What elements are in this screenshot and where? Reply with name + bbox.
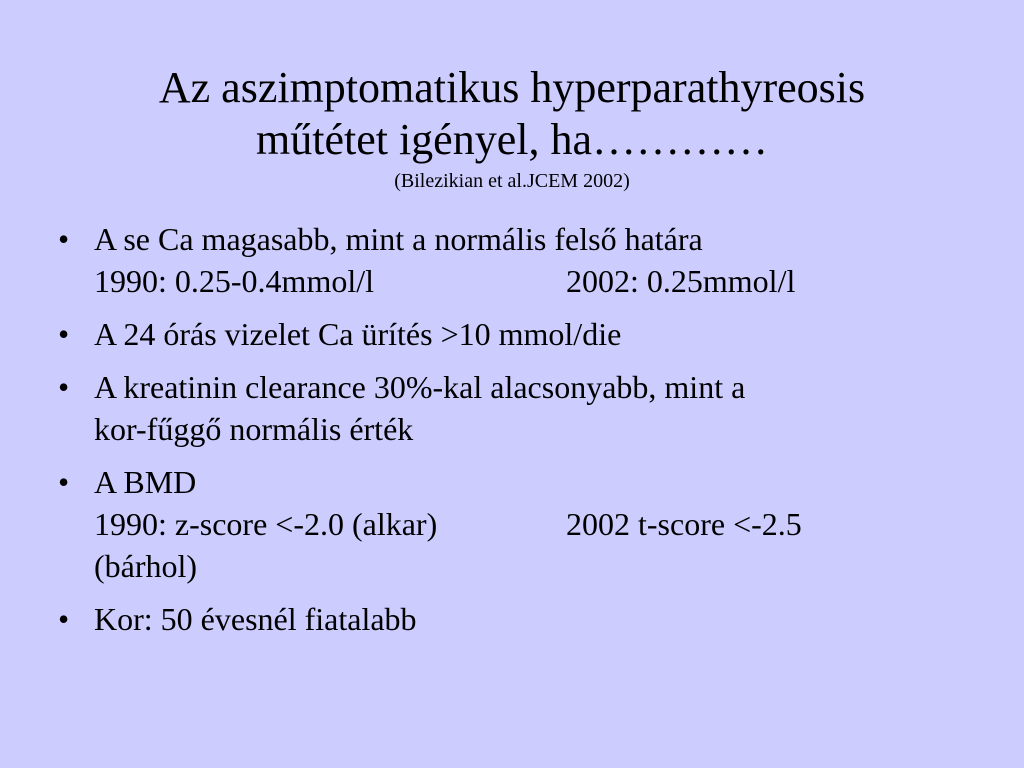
bullet-subline — [94, 503, 958, 545]
bullet-icon: • — [58, 369, 70, 405]
bullet-icon: • — [58, 316, 70, 352]
bullet-item-serum-calcium — [58, 218, 958, 302]
bullet-item-age — [58, 598, 958, 640]
bullet-text: A kreatinin clearance 30%-kal alacsonyabb, mint a — [94, 369, 746, 405]
bullet-text-continued: (bárhol) — [94, 548, 198, 584]
bullet-list — [58, 218, 958, 651]
bullet-text: A 24 órás vizelet Ca ürítés >10 mmol/die — [94, 316, 622, 352]
bullet-text-continued: kor-fűggő normális érték — [94, 411, 414, 447]
title-line-1: Az aszimptomatikus hyperparathyreosis — [158, 63, 866, 112]
bullet-text: Kor: 50 évesnél fiatalabb — [94, 601, 417, 637]
bullet-text: A BMD — [94, 464, 197, 500]
bullet-value-1990: 1990: 0.25-0.4mmol/l — [94, 263, 374, 299]
bullet-item-urine-calcium — [58, 313, 958, 355]
bullet-icon: • — [58, 464, 70, 500]
bullet-text: A se Ca magasabb, mint a normális felső határa — [94, 221, 703, 257]
bullet-value-2002: 2002: 0.25mmol/l — [566, 263, 796, 299]
bullet-subline — [94, 260, 958, 302]
bullet-item-bmd — [58, 461, 958, 587]
bullet-icon: • — [58, 601, 70, 637]
bullet-value-2002: 2002 t-score <-2.5 — [566, 506, 802, 542]
title-citation: (Bilezikian et al.JCEM 2002) — [394, 170, 630, 192]
bullet-icon: • — [58, 221, 70, 257]
slide-title — [0, 62, 1024, 194]
bullet-item-creatinine-clearance — [58, 366, 958, 450]
bullet-value-1990: 1990: z-score <-2.0 (alkar) — [94, 506, 438, 542]
title-line-2: műtétet igényel, ha………… — [256, 115, 768, 164]
